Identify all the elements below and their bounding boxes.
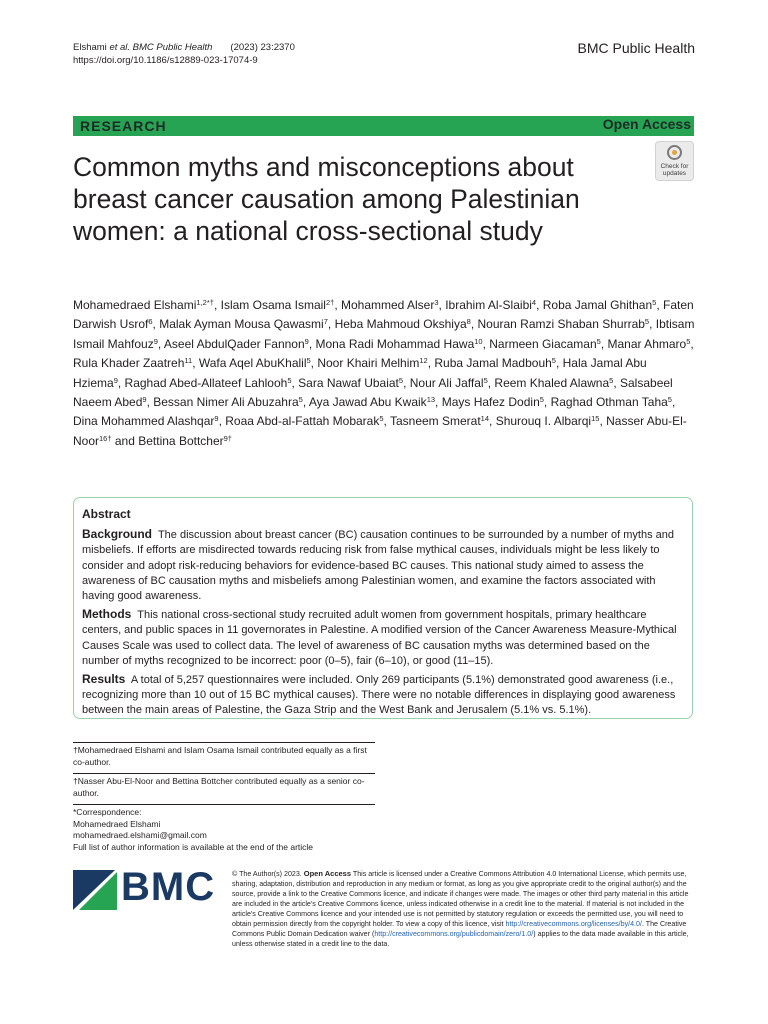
author-name[interactable]: Ibrahim Al-Slaibi (445, 298, 532, 312)
license-body-1: This article is licensed under a Creative Commons Attribution 4.0 International License, which permits use, sharing, adaptation, distribution and reproduction in any medium or format, as long as you give appropriate credit to the original author(s) and the source, provide a link to the Creative Commons licence, and indicate if changes were made. The images or other third party material in this article are included in the article's Creative Commons licence, unless indicated otherwise in a credit line to the material. If material is not included in the article's Creative Commons licence and your intended use is not permitted by statutory regulation or exceeds the permitted use, you will need to obtain permission directly from the copyright holder. To view a copy of this licence, visit (232, 870, 689, 928)
citation-journal: et al. BMC Public Health (109, 42, 213, 53)
author-name[interactable]: Sara Nawaf Ubaiat (298, 375, 399, 390)
author-name[interactable]: Raghad Abed-Allateef Lahlooh (124, 375, 288, 390)
check-for-updates-icon (667, 145, 682, 160)
footnote-senior-author: †Nasser Abu-El-Noor and Bettina Bottcher contributed equally as a senior co-author. (73, 776, 365, 798)
author-name[interactable]: Reem Khaled Alawna (494, 375, 610, 390)
bmc-logo-icon (73, 870, 117, 910)
correspondence-label: *Correspondence: (73, 807, 142, 817)
author-name[interactable]: Ruba Jamal Madbouh (434, 356, 552, 371)
author-affiliation-mark: 5 (287, 375, 292, 385)
bmc-logo (73, 865, 221, 910)
author-name[interactable]: Mona Radi Mohammad Hawa (315, 336, 475, 351)
author-affiliation-mark: 5 (596, 336, 601, 346)
author-affiliation-mark: 9 (153, 336, 158, 346)
author-name[interactable]: Nasser Abu-El-Noor (73, 414, 687, 448)
license-link-cc0[interactable]: http://creativecommons.org/publicdomain/zero/1.0/ (374, 930, 534, 938)
abstract-box (73, 497, 693, 719)
author-affiliation-mark: 5 (686, 336, 691, 346)
author-name[interactable]: Manar Ahmaro (607, 336, 687, 351)
bmc-logo-text: BMC (121, 865, 216, 909)
author-affiliation-mark: 5 (652, 298, 657, 307)
author-affiliation-mark: 8 (466, 317, 471, 327)
author-name[interactable]: Mohammed Alser (340, 298, 435, 312)
background-text: The discussion about breast cancer (BC) causation continues to be surrounded by a number of myths and misbeliefs. If efforts are misdirected towards reducing risk from false mythical causes, individuals might be less likely to consider and adopt risk-reducing behaviors for evidence-based BC causes. This national study aimed to assess the awareness of BC causation myths and misbeliefs among Palestinian women, and examine the factors associated with having good awareness. (82, 529, 675, 603)
methods-text: This national cross-sectional study recruited adult women from government hospitals, primary healthcare centers, and public spaces in 11 governorates in Palestine. A modified version of the Cancer Awareness Measure-Mythical Causes Scale was used to collect data. The level of awareness of BC causation myths was determined based on the number of myths recognized to be incorrect: poor (0–5), fair (6–10), or good (11–15). (82, 609, 677, 667)
footnote-first-author: †Mohamedraed Elshami and Islam Osama Ismail contributed equally as a first co-author. (73, 745, 367, 767)
license-body-2: . The Creative Commons Public Domain Dedication waiver ( (232, 920, 687, 938)
author-name[interactable]: Salsabeel Naeem Abed (73, 375, 673, 410)
author-affiliation-mark: 4 (531, 298, 537, 307)
author-info-note: Full list of author information is available at the end of the article (73, 841, 314, 852)
license-text (232, 869, 696, 949)
open-access-label: Open Access (602, 116, 691, 132)
author-affiliation-mark: 1,2*† (196, 298, 214, 307)
author-affiliation-mark: 9 (113, 375, 118, 385)
license-copyright: © The Author(s) 2023. (232, 870, 302, 878)
footnotes (73, 742, 375, 858)
abstract-results (82, 672, 684, 719)
author-name[interactable]: Roaa Abd-al-Fattah Mobarak (225, 414, 380, 429)
abstract-methods (82, 607, 684, 669)
author-name[interactable]: Mohamedraed Elshami (73, 298, 197, 312)
author-affiliation-mark: 5 (609, 375, 614, 385)
article-title: Common myths and misconceptions about breast cancer causation among Palestinian women: a national cross-sectional study (73, 152, 580, 246)
citation-header (73, 41, 295, 67)
author-name[interactable]: Hala Jamal Abu Hziema (73, 356, 647, 390)
check-for-updates-badge[interactable] (655, 141, 694, 181)
journal-name: BMC Public Health (577, 40, 695, 56)
author-affiliation-mark: 14 (480, 414, 490, 424)
author-affiliation-mark: 12 (419, 356, 428, 366)
citation-authors: Elshami (73, 42, 110, 53)
correspondence-name: Mohamedraed Elshami (73, 818, 161, 829)
author-name[interactable]: Shurouq I. Albarqi (495, 414, 592, 429)
author-name[interactable]: Faten Darwish Usrof (73, 298, 694, 332)
author-affiliation-mark: 5 (644, 317, 650, 327)
author-name[interactable]: Tasneem Smerat (389, 414, 481, 429)
license-link-cc-by[interactable]: http://creativecommons.org/licenses/by/4.0/ (505, 920, 642, 928)
author-name[interactable]: Heba Mahmoud Okshiya (334, 317, 467, 332)
license-body-3: ) applies to the data made available in this article, unless otherwise stated in a credit line to the data. (232, 930, 689, 948)
correspondence-block (73, 805, 375, 858)
author-affiliation-mark: 9 (304, 336, 309, 346)
author-affiliation-mark: 5 (298, 395, 303, 405)
article-type-label: RESEARCH (80, 118, 167, 134)
author-name[interactable]: Malak Ayman Mousa Qawasmi (159, 317, 324, 332)
author-affiliation-mark: 9† (223, 433, 232, 443)
author-name[interactable]: Nouran Ramzi Shaban Shurrab (477, 317, 645, 332)
author-list: Mohamedraed Elshami$^{1,2*\dagger}$, Islam Osama Ismail$^{2\dagger}$, Mohammed Alser$^3$, Ibrahim Al-Slaibi$^4$, Roba Jamal Ghithan$^5$, Faten Darwish Usrof$^6$, Malak Ayman Mousa Qawasmi$^7$, Heba Mahmoud Okshiya$^8$, Nouran Ramzi Shaban Shurrab$^5$, Ibtisam Ismail Mahfouz$^9$, Aseel AbdulQader Fannon$^9$, Mona Radi Mohammad Hawa$^{10}$, Narmeen Giacaman$^5$, Manar Ahmaro$^5$, Rula Khader Zaatreh$^{11}$, Wafa Aqel AbuKhalil$^5$, Noor Khairi Melhim$^{12}$, Ruba Jamal Madbouh$^5$, Hala Jamal Abu Hziema$^9$, Raghad Abed-Allateef Lahlooh$^5$, Sara Nawaf Ubaiat$^5$, Nour Ali Jaffal$^5$, Reem Khaled Alawna$^5$, Salsabeel Naeem Abed$^9$, Bessan Nimer Ali Abuzahra$^5$, Aya Jawad Abu Kwaik$^{13}$, Mays Hafez Dodin$^5$, Raghad Othman Taha$^5$, Dina Mohammed Alashqar$^9$, Roaa Abd-al-Fattah Mobarak$^5$, Tasneem Smerat$^{14}$, Shurouq I. Albarqi$^{15}$, Nasser Abu-El-Noor$^{16\dagger}$ and Bettina Bottcher$^{9\dagger}$ (73, 298, 695, 448)
author-affiliation-mark: 5 (539, 395, 544, 405)
author-affiliation-mark: 10 (474, 336, 483, 346)
author-affiliation-mark: 9 (142, 395, 147, 405)
results-label: Results (82, 672, 126, 687)
author-affiliation-mark: 3 (434, 298, 439, 307)
author-name[interactable]: Islam Osama Ismail (220, 298, 326, 312)
author-name[interactable]: Narmeen Giacaman (489, 336, 597, 351)
author-affiliation-mark: 5 (306, 356, 311, 366)
author-affiliation-mark: 15 (591, 414, 600, 424)
author-name[interactable]: Aseel AbdulQader Fannon (163, 336, 305, 351)
doi-link[interactable]: https://doi.org/10.1186/s12889-023-17074-9 (73, 55, 258, 66)
author-name[interactable]: Wafa Aqel AbuKhalil (198, 356, 307, 371)
author-affiliation-mark: 13 (426, 395, 436, 405)
abstract-background (82, 527, 684, 604)
author-name[interactable]: Mays Hafez Dodin (441, 395, 540, 410)
results-text: A total of 5,257 questionnaires were included. Only 269 participants (5.1%) demonstrated good awareness (i.e., recognizing more than 10 out of 15 BC mythical causes). There were no notable differences in displaying good awareness between the main areas of Palestine, the Gaza Strip and the West Bank and Jerusalem (5.1% vs. 5.1%). (82, 674, 676, 717)
author-affiliation-mark: 2† (325, 298, 335, 307)
author-name[interactable]: Noor Khairi Melhim (317, 356, 420, 371)
abstract-heading: Abstract (82, 507, 131, 521)
author-affiliation-mark: 5 (483, 375, 488, 385)
author-affiliation-mark: 5 (551, 356, 556, 366)
author-affiliation-mark: 7 (323, 317, 328, 327)
author-name[interactable]: Bettina Bottcher (138, 433, 224, 448)
author-name[interactable]: Aya Jawad Abu Kwaik (308, 395, 427, 410)
author-name[interactable]: Rula Khader Zaatreh (73, 356, 185, 371)
author-affiliation-mark: 5 (398, 375, 404, 385)
author-name[interactable]: Bessan Nimer Ali Abuzahra (153, 395, 299, 410)
background-label: Background (82, 527, 153, 542)
author-name[interactable]: Nour Ali Jaffal (409, 375, 484, 390)
check-for-updates-label: Check for updates (660, 163, 689, 177)
license-open-access: Open Access (303, 869, 352, 878)
author-affiliation-mark: 9 (214, 414, 219, 424)
citation-year: (2023) 23:2370 (230, 42, 295, 53)
author-name[interactable]: Dina Mohammed Alashqar (73, 414, 215, 429)
author-and: and (114, 433, 135, 448)
author-affiliation-mark: 6 (148, 317, 153, 327)
methods-label: Methods (82, 607, 132, 622)
author-affiliation-mark: 16† (99, 433, 112, 443)
author-name[interactable]: Ibtisam Ismail Mahfouz (73, 317, 695, 351)
author-affiliation-mark: 5 (667, 395, 672, 405)
correspondence-email[interactable]: mohamedraed.elshami@gmail.com (73, 830, 207, 840)
author-name[interactable]: Roba Jamal Ghithan (542, 298, 653, 312)
author-name[interactable]: Raghad Othman Taha (550, 395, 668, 410)
author-affiliation-mark: 11 (184, 356, 193, 366)
article-type-band (73, 116, 694, 136)
author-affiliation-mark: 5 (379, 414, 384, 424)
